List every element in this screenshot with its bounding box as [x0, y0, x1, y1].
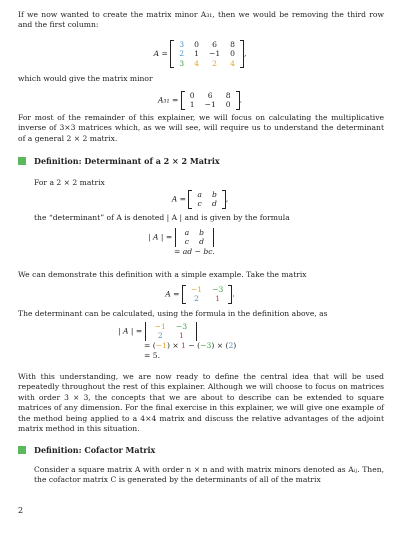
definition-title: Definition: Determinant of a 2 × 2 Matrix: [34, 156, 220, 166]
matrix-cell: d: [211, 199, 217, 209]
expansion-part: 2: [228, 340, 234, 350]
matrix-cell: 2: [194, 294, 199, 304]
paragraph-minor: which would give the matrix minor: [18, 74, 153, 83]
matrix-cell: 2: [179, 49, 185, 59]
matrix-cell: c: [184, 237, 190, 247]
equation-punctuation: ,: [244, 49, 247, 59]
equation-lhs: A₃₁ =: [157, 95, 179, 105]
matrix-cell: 8: [225, 91, 231, 100]
determinant-general: [175, 228, 214, 247]
equation-determinant-formula: [148, 228, 215, 257]
matrix-cell: 3: [179, 40, 185, 49]
paragraph-determinant-denoted: the “determinant” of A is denoted | A | and is given by the formula: [34, 213, 290, 222]
matrix-cell: −1: [208, 49, 221, 59]
matrix-cell: 0: [230, 49, 235, 59]
expansion-part: ) × (: [211, 340, 229, 350]
matrix-cell: 1: [179, 331, 184, 341]
matrix-cell: a: [197, 190, 202, 199]
paragraph-for-matrix: For a 2 × 2 matrix: [34, 178, 105, 187]
matrix-cell: −3: [175, 322, 188, 331]
matrix-cell: 8: [230, 40, 235, 49]
definition-heading-cofactor: [18, 445, 155, 456]
paragraph-remainder: For most of the remainder of this explainer, we will focus on calculating the multiplicative inverse of 3×3 matrices which, as we will see, will require us to understand the determinant of a general 2 × 2 matrix.: [18, 113, 384, 143]
page-number: 2: [18, 506, 24, 515]
paragraph-determinant-calc: The determinant can be calculated, using the formula in the definition above, as: [18, 309, 328, 318]
paragraph-understanding: With this understanding, we are now ready to define the central idea that will be used repeatedly throughout the rest of this explainer. Although we will choose to focus on matrices with order 3 × 3, the concepts that we are about to describe can be extended to square matrices of any dimension. For the final exercise in this explainer, we will give one example of the method being applied to a 4×4 matrix and discuss the relative advantages of the adjoint matrix method in this situation.: [18, 372, 384, 434]
equation-punctuation: .: [232, 289, 235, 299]
matrix-cell: 6: [207, 91, 213, 100]
expansion-part: −3: [200, 340, 212, 350]
equation-lhs: | A | =: [118, 326, 143, 336]
matrix-general: [188, 190, 225, 209]
expansion-part: − (: [185, 340, 201, 350]
matrix-cell: c: [197, 199, 202, 209]
matrix-cell: 1: [215, 294, 221, 304]
expansion-part: −1: [155, 340, 167, 350]
matrix-cell: −1: [154, 322, 166, 331]
equation-example-determinant: [118, 322, 236, 362]
equation-lhs: A =: [171, 194, 186, 204]
equation-lhs: | A | =: [148, 232, 173, 242]
equation-result-line: = 5.: [144, 351, 161, 361]
matrix-cell: b: [211, 190, 217, 199]
matrix-cell: 4: [230, 58, 235, 68]
matrix-cell: 1: [189, 100, 195, 110]
matrix-cell: d: [199, 237, 205, 247]
equation-general-matrix: [0, 190, 400, 209]
equation-matrix-a: [0, 40, 400, 68]
equation-expansion-line: [144, 341, 236, 351]
definition-marker-icon: [18, 446, 26, 454]
equation-punctuation: ,: [225, 194, 229, 204]
matrix-a: [170, 40, 247, 68]
matrix-cell: 0: [194, 40, 199, 49]
matrix-cell: 3: [179, 58, 185, 68]
equation-lhs: A =: [165, 289, 180, 299]
matrix-cell: 4: [194, 58, 199, 68]
definition-title: Definition: Cofactor Matrix: [34, 445, 156, 455]
matrix-cell: b: [199, 228, 205, 237]
matrix-cell: 6: [212, 40, 217, 49]
expansion-part: 1: [181, 340, 186, 350]
matrix-cell: a: [184, 228, 190, 237]
matrix-cell: 0: [189, 91, 195, 100]
matrix-cell: 0: [225, 100, 231, 110]
matrix-cell: −1: [204, 100, 216, 110]
matrix-cell: −3: [212, 285, 224, 294]
equation-minor: [0, 91, 400, 110]
paragraph-intro: If we now wanted to create the matrix minor A₃₁, then we would be removing the third row and the first column:: [18, 10, 384, 30]
equation-example-matrix: [0, 285, 400, 304]
paragraph-cofactor: Consider a square matrix A with order n × n and with matrix minors denoted as Aᵢⱼ. Then, the cofactor matrix C is generated by the determinants of all of the matrix: [34, 465, 384, 485]
matrix-example: [182, 285, 235, 304]
expansion-part: = (: [144, 340, 156, 350]
definition-marker-icon: [18, 157, 26, 165]
matrix-cell: 2: [157, 331, 163, 341]
expansion-part: ) ×: [166, 340, 182, 350]
matrix-minor: [181, 91, 243, 110]
definition-heading-determinant: [18, 156, 220, 167]
paragraph-example-intro: We can demonstrate this definition with a simple example. Take the matrix: [18, 270, 307, 279]
equation-lhs: A =: [153, 49, 168, 59]
matrix-cell: 2: [212, 58, 217, 68]
matrix-cell: 1: [194, 49, 199, 59]
expansion-part: ): [233, 340, 237, 350]
equation-punctuation: .: [239, 95, 243, 105]
equation-result-line: = ad − bc.: [174, 246, 215, 256]
matrix-cell: −1: [190, 285, 203, 294]
determinant-example: [145, 322, 197, 341]
